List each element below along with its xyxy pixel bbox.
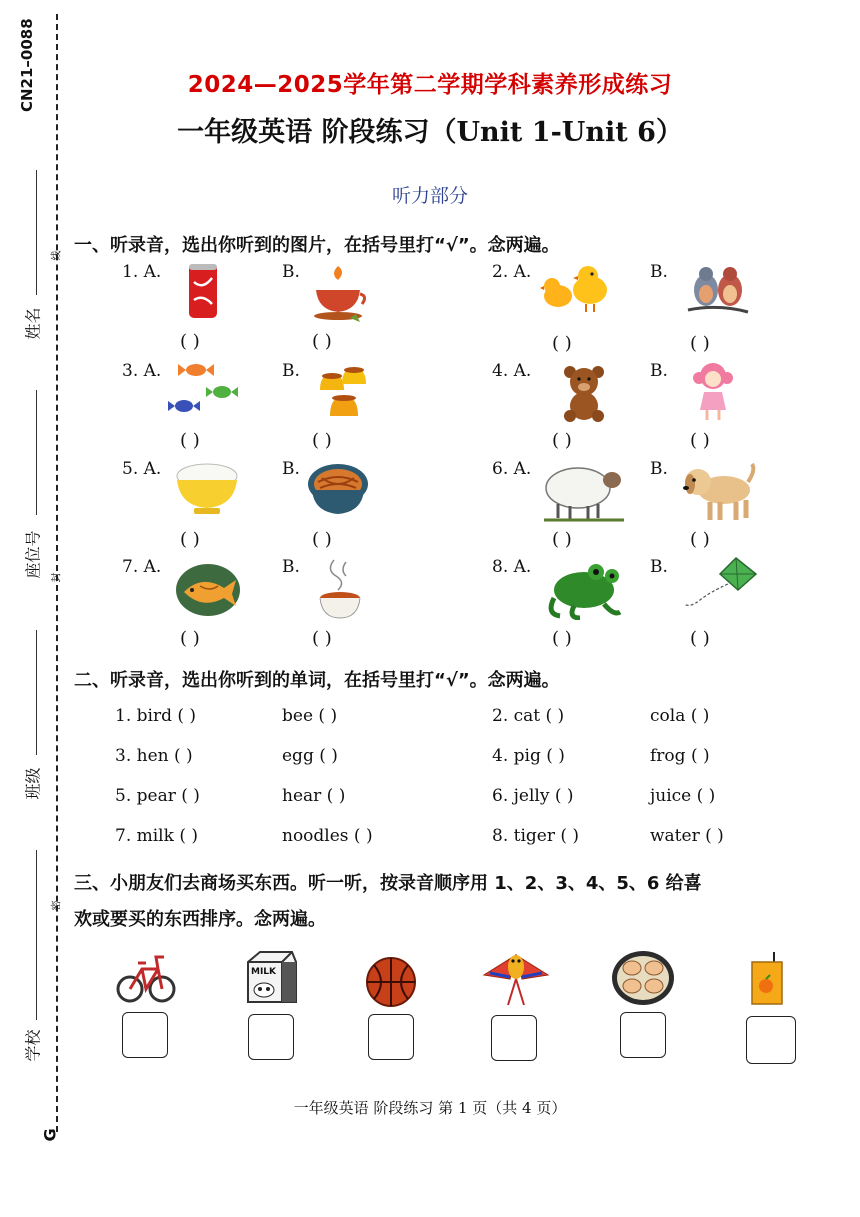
- tea-cup-icon: [308, 262, 370, 324]
- word-pear[interactable]: 5. pear ( ): [115, 786, 200, 806]
- class-fill-line: [36, 630, 37, 755]
- q2-b-answer[interactable]: ( ): [690, 333, 710, 354]
- word-pig[interactable]: 4. pig ( ): [492, 746, 565, 766]
- frog-icon: [544, 558, 624, 620]
- word-tiger[interactable]: 8. tiger ( ): [492, 826, 580, 846]
- q6-a-label: 6. A.: [492, 459, 532, 479]
- q8-a-answer[interactable]: ( ): [552, 628, 572, 649]
- sheep-icon: [540, 458, 626, 524]
- page-footer: 一年级英语 阶段练习 第 1 页（共 4 页）: [293, 1099, 567, 1117]
- q4-a-answer[interactable]: ( ): [552, 430, 572, 451]
- class-label: 班级: [23, 767, 43, 800]
- doll-icon: [690, 360, 736, 422]
- q7-a-answer[interactable]: ( ): [180, 628, 200, 649]
- section1-heading: 一、听录音，选出你听到的图片，在括号里打“√”。念两遍。: [74, 235, 560, 256]
- chicks-icon: [540, 262, 612, 316]
- q3-a-answer[interactable]: ( ): [180, 430, 200, 451]
- juice-box-icon: [746, 950, 788, 1006]
- q5-b-label: B.: [282, 459, 300, 479]
- section3-heading-line2: 欢或要买的东西排序。念两遍。: [74, 909, 326, 930]
- q7-b-answer[interactable]: ( ): [312, 628, 332, 649]
- q5-b-answer[interactable]: ( ): [312, 529, 332, 550]
- q1-b-label: B.: [282, 262, 300, 282]
- order-box-milk[interactable]: [248, 1014, 294, 1060]
- milk-carton-text: MILK: [251, 967, 277, 977]
- mark-seal: 封: [51, 572, 63, 583]
- q8-b-label: B.: [650, 557, 668, 577]
- q8-a-label: 8. A.: [492, 557, 532, 577]
- q6-b-answer[interactable]: ( ): [690, 529, 710, 550]
- word-hen[interactable]: 3. hen ( ): [115, 746, 193, 766]
- q3-a-label: 3. A.: [122, 361, 162, 381]
- noodles-icon: [306, 460, 370, 522]
- name-label: 姓名: [23, 307, 43, 340]
- word-noodles[interactable]: noodles ( ): [282, 826, 373, 846]
- listening-part-label: 听力部分: [391, 185, 468, 207]
- word-frog[interactable]: frog ( ): [650, 746, 710, 766]
- school-fill-line: [36, 850, 37, 1020]
- word-bee[interactable]: bee ( ): [282, 706, 338, 726]
- q6-b-label: B.: [650, 459, 668, 479]
- q2-a-answer[interactable]: ( ): [552, 333, 572, 354]
- cola-can-icon: [186, 260, 220, 320]
- q7-b-label: B.: [282, 557, 300, 577]
- seat-label: 座位号: [23, 530, 43, 579]
- word-egg[interactable]: egg ( ): [282, 746, 338, 766]
- q7-a-label: 7. A.: [122, 557, 162, 577]
- q1-a-label: 1. A.: [122, 262, 162, 282]
- q1-a-answer[interactable]: ( ): [180, 331, 200, 352]
- soup-icon: [316, 556, 364, 624]
- word-cola[interactable]: cola ( ): [650, 706, 710, 726]
- word-jelly[interactable]: 6. jelly ( ): [492, 786, 574, 806]
- candy-icon: [166, 360, 242, 420]
- exam-title: 2024—2025学年第二学期学科素养形成练习: [187, 72, 673, 98]
- fish-icon: [170, 558, 242, 620]
- q3-b-answer[interactable]: ( ): [312, 430, 332, 451]
- q4-b-answer[interactable]: ( ): [690, 430, 710, 451]
- kite-icon: [680, 556, 760, 616]
- word-bird[interactable]: 1. bird ( ): [115, 706, 197, 726]
- section3-heading-line1: 三、小朋友们去商场买东西。听一听，按录音顺序用 1、2、3、4、5、6 给喜: [74, 873, 702, 894]
- dog-icon: [680, 458, 756, 524]
- q6-a-answer[interactable]: ( ): [552, 529, 572, 550]
- q1-b-answer[interactable]: ( ): [312, 331, 332, 352]
- eggs-icon: [610, 948, 676, 1008]
- q5-a-answer[interactable]: ( ): [180, 529, 200, 550]
- word-juice[interactable]: juice ( ): [650, 786, 716, 806]
- bicycle-icon: [116, 945, 176, 1007]
- order-box-juice[interactable]: [746, 1016, 796, 1064]
- q8-b-answer[interactable]: ( ): [690, 628, 710, 649]
- q3-b-label: B.: [282, 361, 300, 381]
- word-milk[interactable]: 7. milk ( ): [115, 826, 198, 846]
- mark-secret: 密: [51, 900, 63, 911]
- jelly-icon: [312, 360, 374, 422]
- q5-a-label: 5. A.: [122, 459, 162, 479]
- rice-bowl-icon: [174, 460, 240, 518]
- kite-bird-icon: [480, 945, 552, 1009]
- basketball-icon: [364, 955, 418, 1009]
- q4-b-label: B.: [650, 361, 668, 381]
- q2-b-label: B.: [650, 262, 668, 282]
- word-hear[interactable]: hear ( ): [282, 786, 346, 806]
- word-water[interactable]: water ( ): [650, 826, 724, 846]
- q2-a-label: 2. A.: [492, 262, 532, 282]
- teddy-bear-icon: [560, 364, 608, 422]
- section3-heading: [74, 866, 814, 938]
- exam-subtitle: 一年级英语 阶段练习（Unit 1-Unit 6）: [177, 117, 683, 148]
- q4-a-label: 4. A.: [492, 361, 532, 381]
- mark-line: 线: [51, 250, 63, 261]
- milk-carton-icon: [242, 948, 300, 1006]
- order-box-basketball[interactable]: [368, 1014, 414, 1060]
- section2-heading: 二、听录音，选出你听到的单词，在括号里打“√”。念两遍。: [74, 670, 560, 691]
- birds-icon: [686, 262, 750, 326]
- seat-fill-line: [36, 390, 37, 515]
- order-box-eggs[interactable]: [620, 1012, 666, 1058]
- exam-code: CN21–0088: [18, 18, 36, 112]
- school-label: 学校: [23, 1029, 43, 1062]
- word-cat[interactable]: 2. cat ( ): [492, 706, 565, 726]
- order-box-kite[interactable]: [491, 1015, 537, 1061]
- order-box-bicycle[interactable]: [122, 1012, 168, 1058]
- bottom-mark: G: [40, 1128, 60, 1142]
